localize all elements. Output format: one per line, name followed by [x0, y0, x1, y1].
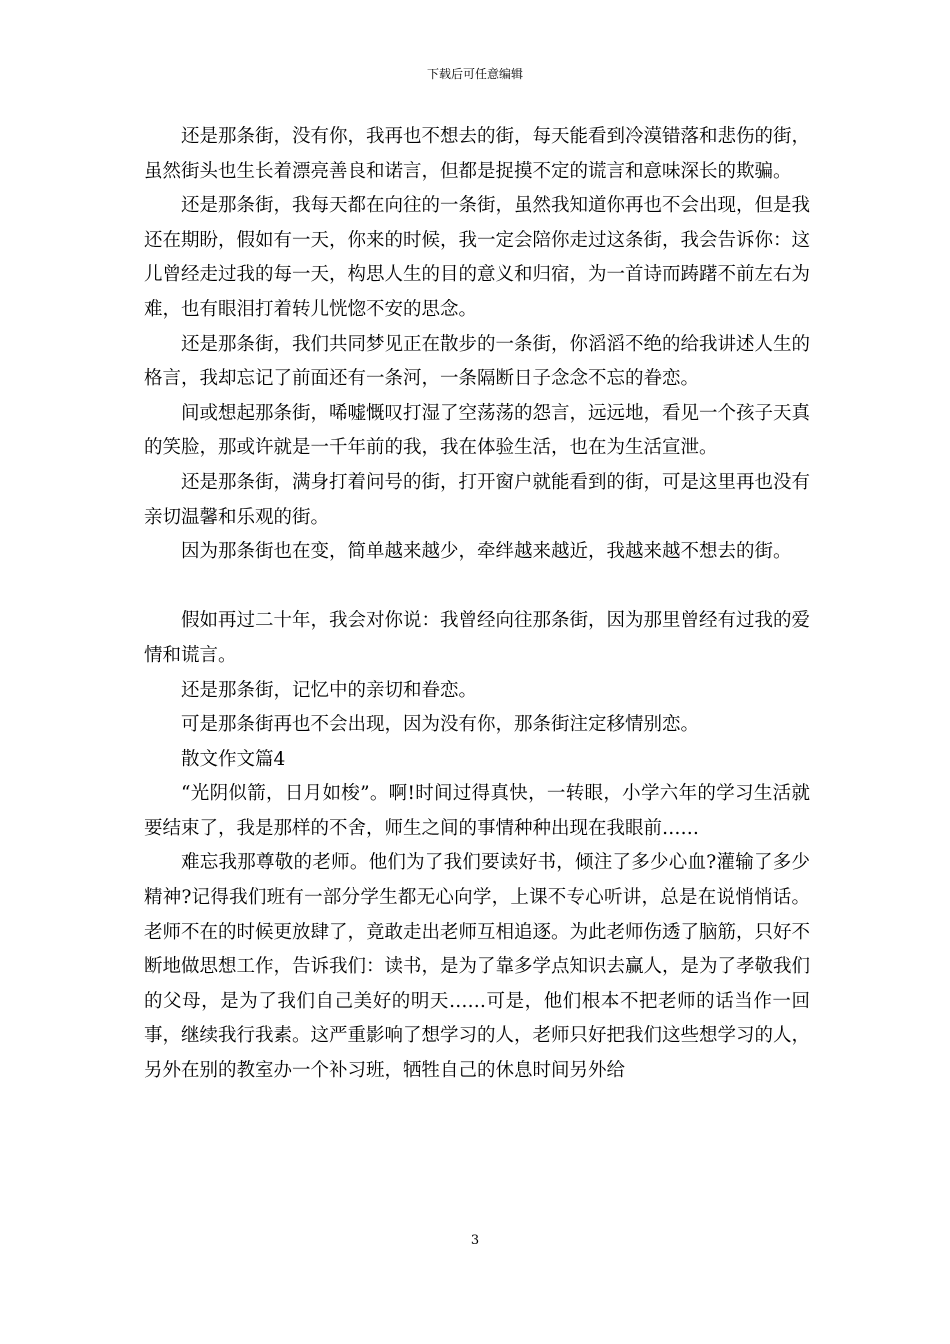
page-header: 下载后可任意编辑	[426, 67, 523, 81]
blank-line	[144, 570, 810, 605]
paragraph: 还是那条街，我每天都在向往的一条街，虽然我知道你再也不会出现，但是我还在期盼，假如有一天，你来的时候，我一定会陪你走过这条街，我会告诉你：这儿曾经走过我的每一天，构思人生的目的意义和归宿，为一首诗而踌躇不前左右为难，也有眼泪打着转儿恍惚不安的思念。	[144, 195, 811, 320]
paragraph: 还是那条街，记忆中的亲切和眷恋。	[181, 679, 478, 701]
paragraph: 难忘我那尊敬的老师。他们为了我们要读好书，倾注了多少心血?灌输了多少精神?记得我们班有一部分学生都无心向学，上课不专心听讲，总是在说悄悄话。老师不在的时候更放肆了，竟敢走出老师互相追逐。为此老师伤透了脑筋，只好不断地做思想工作，告诉我们：读书，是为了靠多学点知识去赢人，是为了孝敬我们的父母，是为了我们自己美好的明天……可是，他们根本不把老师的话当作一回事，继续我行我素。这严重影响了想学习的人，老师只好把我们这些想学习的人，另外在别的教室办一个补习班，牺牲自己的休息时间另外给	[144, 852, 811, 1082]
paragraph: 还是那条街，没有你，我再也不想去的街，每天能看到冷漠错落和悲伤的街，虽然街头也生长着漂亮善良和诺言，但都是捉摸不定的谎言和意味深长的欺骗。	[144, 126, 811, 182]
paragraph: 还是那条街，我们共同梦见正在散步的一条街，你滔滔不绝的给我讲述人生的格言，我却忘记了前面还有一条河，一条隔断日子念念不忘的眷恋。	[144, 333, 811, 390]
paragraph: 假如再过二十年，我会对你说：我曾经向往那条街，因为那里曾经有过我的爱情和谎言。	[144, 610, 811, 666]
paragraph: 因为那条街也在变，简单越来越少，牵绊越来越近，我越来越不想去的街。	[181, 541, 792, 563]
paragraph: 还是那条街，满身打着问号的街，打开窗户就能看到的街，可是这里再也没有亲切温馨和乐观的街。	[144, 471, 811, 528]
paragraph: 可是那条街再也不会出现，因为没有你，那条街注定移情别恋。	[181, 714, 700, 736]
section-heading: 散文作文篇4	[181, 748, 286, 770]
page-number: 3	[470, 1233, 480, 1248]
paragraph: 间或想起那条街，唏嘘慨叹打湿了空荡荡的怨言，远远地，看见一个孩子天真的笑脸，那或许就是一千年前的我，我在体验生活，也在为生活宣泄。	[144, 402, 811, 459]
document-body	[144, 120, 810, 1089]
paragraph: “光阴似箭，日月如梭”。啊!时间过得真快，一转眼，小学六年的学习生活就要结束了，我是那样的不舍，师生之间的事情种种出现在我眼前……	[144, 783, 810, 839]
